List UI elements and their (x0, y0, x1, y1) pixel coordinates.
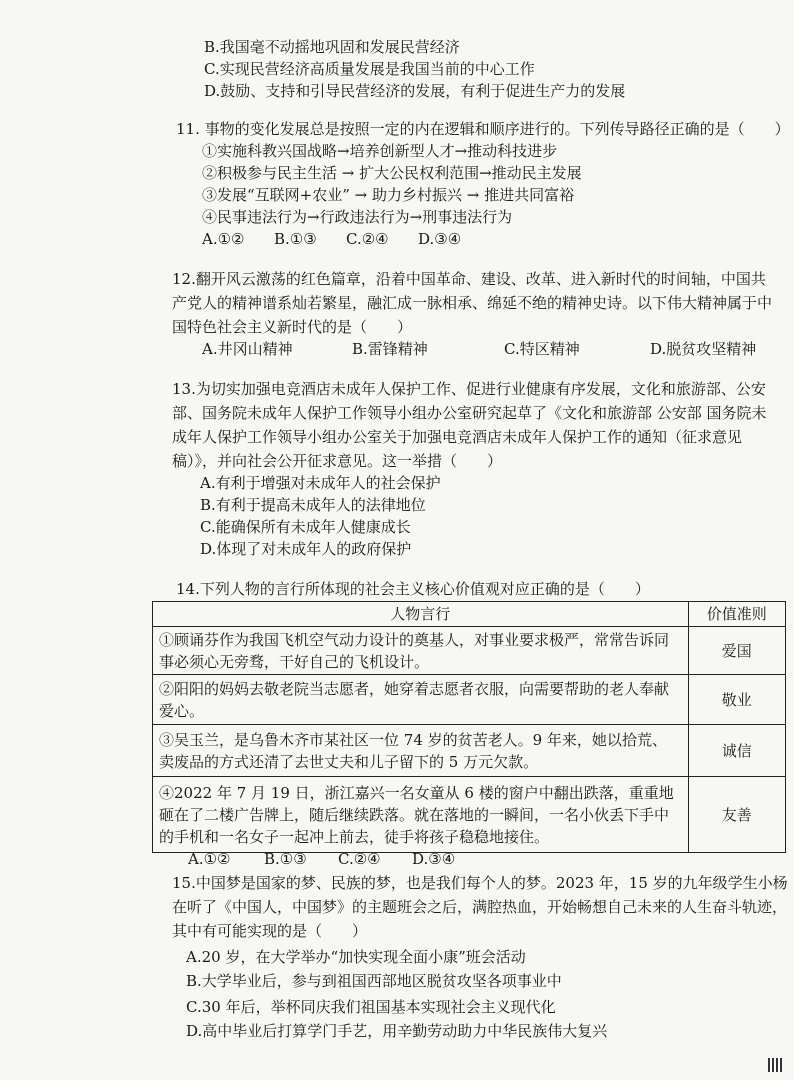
q14-row-3-text: ③吴玉兰，是乌鲁木齐市某社区一位 74 岁的贫苦老人。9 年来，她以拾荒、卖废品的方式还清了去世丈夫和儿子留下的 5 万元欠款。 (153, 725, 689, 777)
q13-option-a[interactable]: A.有利于增强对未成年人的社会保护 (200, 474, 441, 492)
q14-option-a[interactable]: A.①② (188, 850, 231, 868)
q15-option-a[interactable]: A.20 岁，在大学举办“加快实现全面小康”班会活动 (186, 948, 526, 966)
q11-option-a[interactable]: A.①② (202, 230, 245, 248)
q13-stem-line-1: 13.为切实加强电竞酒店未成年人保护工作、促进行业健康有序发展，文化和旅游部、公安 (172, 380, 766, 398)
q11-item-4: ④民事违法行为→行政违法行为→刑事违法行为 (202, 208, 513, 226)
q14-option-b[interactable]: B.①③ (264, 850, 307, 868)
table-row (153, 675, 786, 725)
q15-option-c[interactable]: C.30 年后，举杯同庆我们祖国基本实现社会主义现代化 (186, 998, 556, 1016)
q14-row-1-text: ①顾诵芬作为我国飞机空气动力设计的奠基人，对事业要求极严，常常告诉同事必须心无旁骛，干好自己的飞机设计。 (153, 627, 689, 675)
q14-table (152, 601, 786, 853)
q14-header-value: 价值准则 (688, 602, 785, 627)
q11-options (202, 228, 490, 250)
q12-option-b[interactable]: B.雷锋精神 (352, 340, 428, 358)
q14-row-3-value: 诚信 (688, 725, 785, 777)
q14-row-1-value: 爱国 (688, 627, 785, 675)
q10-option-c: C.实现民营经济高质量发展是我国当前的中心工作 (204, 60, 535, 78)
table-row (153, 627, 786, 675)
q14-row-2-text: ②阳阳的妈妈去敬老院当志愿者，她穿着志愿者衣服，向需要帮助的老人奉献爱心。 (153, 675, 689, 725)
q15-option-d[interactable]: D.高中毕业后打算学门手艺，用辛勤劳动助力中华民族伟大复兴 (186, 1022, 608, 1040)
q15-option-b[interactable]: B.大学毕业后，参与到祖国西部地区脱贫攻坚各项事业中 (186, 972, 562, 990)
q13-option-d[interactable]: D.体现了对未成年人的政府保护 (200, 540, 412, 558)
q14-option-d[interactable]: D.③④ (412, 850, 456, 868)
q12-option-a[interactable]: A.井冈山精神 (202, 340, 293, 358)
q14-table-header (153, 602, 786, 627)
q12-stem-line-1: 12.翻开风云激荡的红色篇章，沿着中国革命、建设、改革、进入新时代的时间轴，中国共 (172, 270, 766, 288)
q13-stem-line-4: 稿）》，并向社会公开征求意见。这一举措（ ） (172, 452, 503, 470)
q11-option-c[interactable]: C.②④ (346, 230, 389, 248)
q14-header-behavior: 人物言行 (153, 602, 689, 627)
q12-stem-line-2: 产党人的精神谱系灿若繁星，融汇成一脉相承、绵延不绝的精神史诗。以下伟大精神属于中 (172, 294, 773, 312)
table-row (153, 777, 786, 853)
q12-option-d[interactable]: D.脱贫攻坚精神 (650, 340, 757, 358)
q13-option-c[interactable]: C.能确保所有未成年人健康成长 (200, 518, 411, 536)
q13-stem-line-3: 成年人保护工作领导小组办公室关于加强电竞酒店未成年人保护工作的通知（征求意见 (172, 428, 743, 446)
q12-options (202, 338, 780, 360)
q10-option-b: B.我国毫不动摇地巩固和发展民营经济 (204, 38, 460, 56)
q11-item-1: ①实施科教兴国战略→培养创新型人才→推动科技进步 (202, 142, 558, 160)
q14-row-4-text: ④2022 年 7 月 19 日，浙江嘉兴一名女童从 6 楼的窗户中翻出跌落，重重地砸在了二楼广告牌上，随后继续跌落。就在落地的一瞬间，一名小伙丢下手中的手机和一名女子一起冲上前去，徒手将孩子稳稳地接住。 (153, 777, 689, 853)
q14-option-c[interactable]: C.②④ (338, 850, 381, 868)
q11-item-3: ③发展“互联网+农业” → 助力乡村振兴 → 推进共同富裕 (202, 186, 575, 204)
q14-stem: 14.下列人物的言行所体现的社会主义核心价值观对应正确的是（ ） (176, 580, 650, 598)
q15-stem-line-2: 在听了《中国人，中国梦》的主题班会之后，满腔热血，开始畅想自己未来的人生奋斗轨迹， (172, 898, 788, 916)
q15-stem-line-3: 其中有可能实现的是（ ） (172, 922, 368, 940)
q12-option-c[interactable]: C.特区精神 (504, 340, 580, 358)
q11-option-d[interactable]: D.③④ (418, 230, 462, 248)
q11-item-2: ②积极参与民主生活 → 扩大公民权利范围→推动民主发展 (202, 164, 582, 182)
q11-option-b[interactable]: B.①③ (274, 230, 317, 248)
q13-option-b[interactable]: B.有利于提高未成年人的法律地位 (200, 496, 426, 514)
q10-option-d: D.鼓励、支持和引导民营经济的发展，有利于促进生产力的发展 (204, 82, 626, 100)
q14-row-4-value: 友善 (688, 777, 785, 853)
table-row (153, 725, 786, 777)
q13-stem-line-2: 部、国务院未成年人保护工作领导小组办公室研究起草了《文化和旅游部 公安部 国务院未 (172, 404, 767, 422)
q14-options (188, 848, 486, 870)
q15-stem-line-1: 15.中国梦是国家的梦、民族的梦，也是我们每个人的梦。2023 年，15 岁的九年级学生小杨 (172, 874, 788, 892)
q11-stem: 11. 事物的变化发展总是按照一定的内在逻辑和顺序进行的。下列传导路径正确的是（ ） (176, 120, 790, 138)
qr-code-icon (768, 1058, 782, 1072)
q12-stem-line-3: 国特色社会主义新时代的是（ ） (172, 318, 413, 336)
q14-row-2-value: 敬业 (688, 675, 785, 725)
